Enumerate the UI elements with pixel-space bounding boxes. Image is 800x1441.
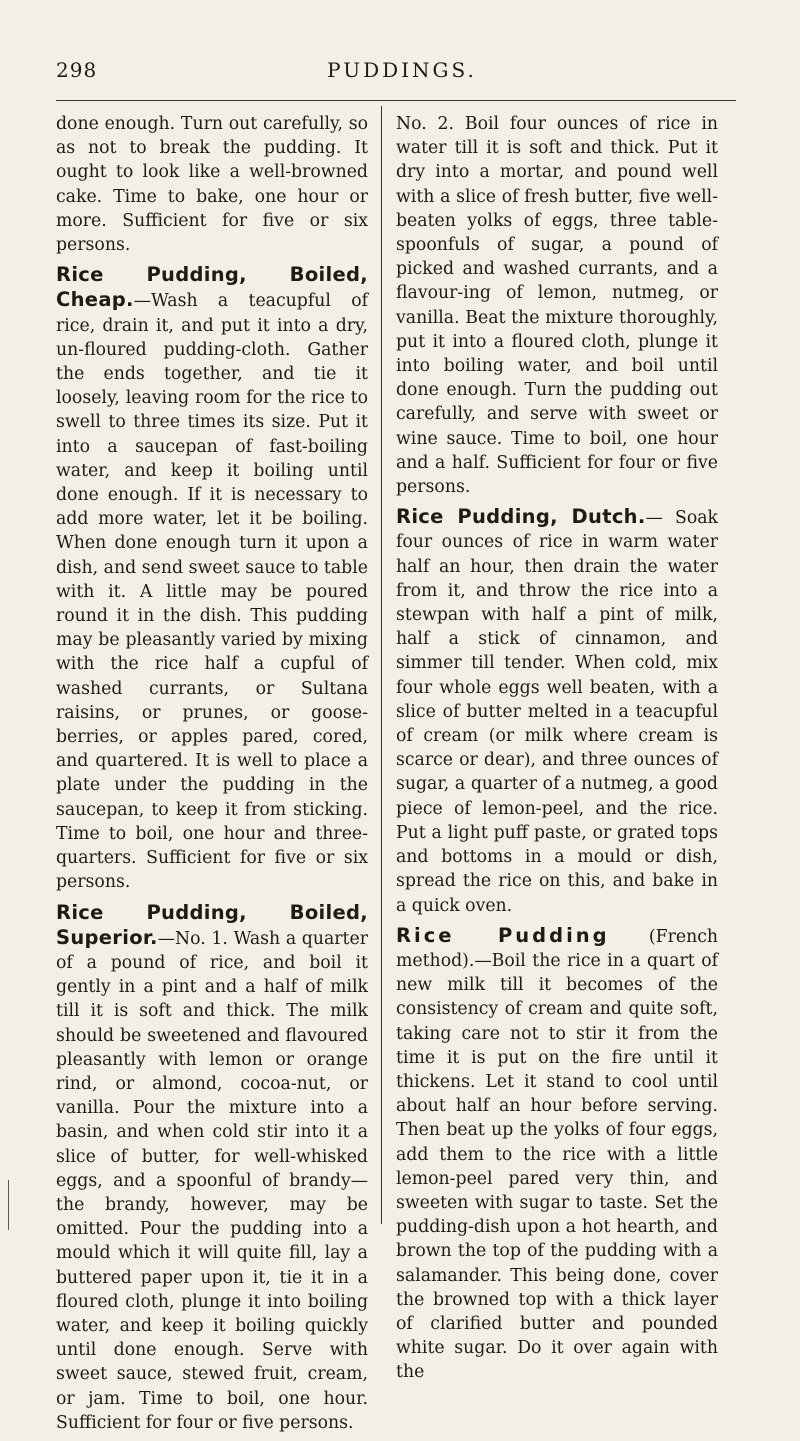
- column-divider: [381, 106, 382, 1224]
- recipe-rice-pudding-dutch: [396, 505, 718, 917]
- recipe-text: (French method).—Boil the rice in a quart of new milk till it becomes of the consistency of cream and quite soft, taking care not to stir it from the time it is put on the fire until it thickens. Let it stand to cool until about half an hour before serving. Then beat up the yolks of four eggs, add them to the rice with a little lemon-peel pared very thin, and sweeten with sugar to taste. Set the pudding-dish upon a hot hearth, and brown the top of the pudding with a salamander. This being done, cover the browned top with a thick layer of clarified butter and pounded white sugar. Do it over again with the: [396, 926, 719, 1383]
- recipe-title: Rice Pudding, Boiled, Cheap.: [56, 263, 368, 312]
- recipe-rice-pudding-french: [396, 924, 718, 1385]
- recipe-text: — Soak four ounces of rice in warm water half an hour, then drain the water from it, and throw the rice into a stewpan with half a pint of milk, half a stick of cinnamon, and simmer till tender. When cold, mix four whole eggs well beaten, with a slice of butter melted in a teacupful of cream (or milk where cream is scarce or dear), and three ounces of sugar, a quarter of a nutmeg, a good piece of lemon-peel, and the rice. Put a light puff paste, or grated tops and bottoms in a mould or dish, spread the rice on this, and bake in a quick oven.: [396, 508, 718, 916]
- recipe-rice-pudding-boiled-cheap: [56, 263, 368, 894]
- recipe-text: —Wash a teacupful of rice, drain it, and put it into a dry, un-floured pudding-cloth. Gather the ends together, and tie it loosely, leaving room for the rice to swell to three times its size. Put it into a saucepan of fast-boiling water, and keep it boiling until done enough. If it is necessary to add more water, let it be boiling. When done enough turn it upon a dish, and send sweet sauce to table with it. A little may be poured round it in the dish. This pudding may be pleasantly varied by mixing with the rice half a cupful of washed currants, or Sultana raisins, or prunes, or goose-berries, or apples pared, cored, and quartered. It is well to place a plate under the pudding in the saucepan, to keep it from sticking. Time to boil, one hour and three-quarters. Sufficient for five or six persons.: [56, 291, 368, 893]
- continuation-paragraph: done enough. Turn out carefully, so as not to break the pudding. It ought to look like a well-browned cake. Time to bake, one hour or more. Sufficient for five or six persons.: [56, 114, 368, 256]
- recipe-rice-pudding-boiled-superior: [56, 901, 368, 1435]
- recipe-text: —No. 1. Wash a quarter of a pound of rice, and boil it gently in a pint and a half of milk till it is soft and thick. The milk should be sweetened and flavoured pleasantly with lemon or orange rind, or almond, cocoa-nut, or vanilla. Pour the mixture into a basin, and when cold stir into it a slice of butter, for well-whisked eggs, and a spoonful of brandy—the brandy, however, may be omitted. Pour the pudding into a mould which it will quite fill, lay a buttered paper upon it, tie it in a floured cloth, plunge it into boiling water, and keep it boiling quickly until done enough. Serve with sweet sauce, stewed fruit, cream, or jam. Time to boil, one hour. Sufficient for four or five persons.: [56, 928, 368, 1433]
- running-head: PUDDINGS.: [327, 58, 477, 82]
- margin-mark: [8, 1180, 9, 1230]
- recipe-superior-no2: No. 2. Boil four ounces of rice in water till it is soft and thick. Put it dry into a mortar, and pound well with a slice of fresh butter, five well-beaten yolks of eggs, three table-spoonfuls of sugar, a pound of picked and washed currants, and a flavour-ing of lemon, nutmeg, or vanilla. Beat the mixture thoroughly, put it into a floured cloth, plunge it into boiling water, and boil until done enough. Turn the pudding out carefully, and serve with sweet or wine sauce. Time to boil, one hour and a half. Sufficient for four or five persons.: [396, 114, 718, 498]
- right-column: [396, 112, 718, 1391]
- recipe-title: Rice Pudding: [396, 923, 610, 947]
- left-column: [56, 112, 368, 1441]
- recipe-title: Rice Pudding, Boiled, Superior.: [56, 900, 368, 949]
- page-number: 298: [56, 58, 98, 82]
- recipe-title: Rice Pudding, Dutch.: [396, 505, 646, 529]
- header-rule: [56, 100, 736, 101]
